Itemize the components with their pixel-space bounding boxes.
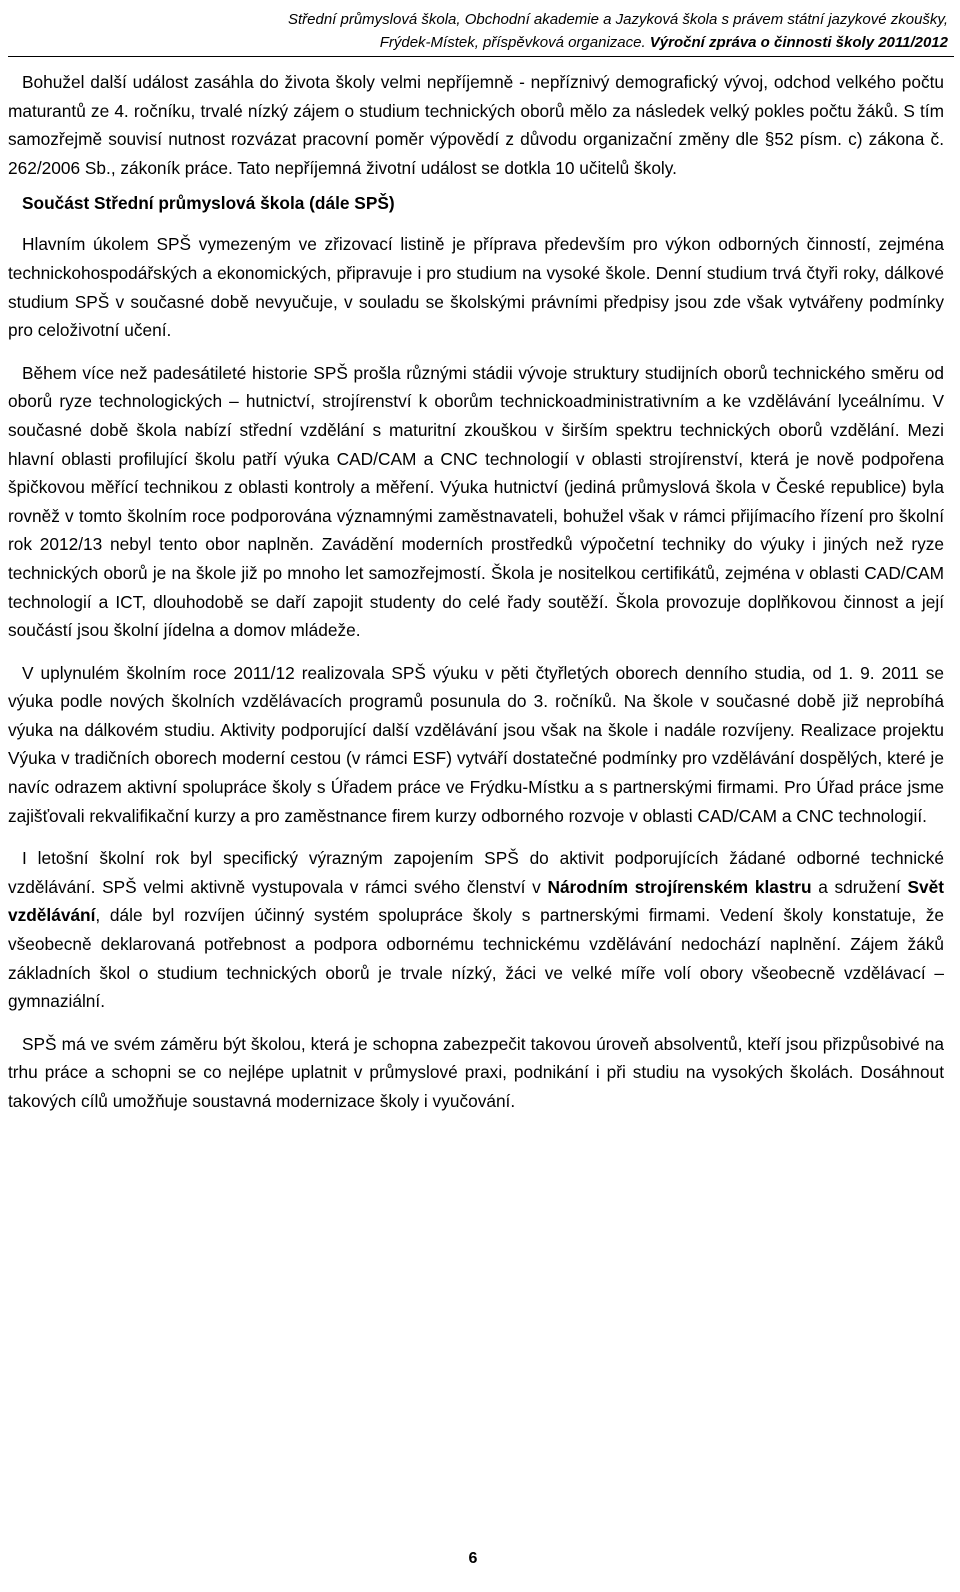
p5-association-name: Svět vzdělávání: [8, 876, 944, 926]
section-heading: Součást Střední průmyslová škola (dále SPŠ): [22, 193, 395, 214]
p5-text-a: I letošní školní rok byl specifický výrazným zapojením SPŠ do aktivit podporujících žádané odborné technické vzdělávání. SPŠ velmi aktivně vystupovala v rámci svého členství v: [8, 848, 944, 897]
paragraph-goals: SPŠ má ve svém záměru být školou, která je schopna zabezpečit takovou úroveň absolventů, kteří jsou přizpůsobivé na trhu práce a schopni se co nejlépe uplatnit v průmyslové praxi, podnikání i při studiu na vysokých školách. Dosáhnout takových cílů umožňuje soustavná modernizace školy i vyučování.: [8, 1033, 944, 1111]
header-organization: Frýdek-Místek, příspěvková organizace.: [379, 34, 650, 51]
header-rule: [8, 56, 954, 57]
running-header: [18, 8, 948, 54]
paragraph-history: Během více než padesátileté historie SPŠ prošla různými stádii vývoje struktury studijních oborů technického směru od oborů ryze technologických – hutnictví, strojírenství k oborům technickoadministrativním a ke vzdělávání lyceálnímu. V současné době škola nabízí střední vzdělání s maturitní zkouškou v širším spektru technických oborů vzdělání. Mezi hlavní oblasti profilující školu patří výuka CAD/CAM a CNC technologií v oblasti strojírenství, která je nově podpořena špičkovou měřící technikou z oblasti kontroly a měření. Výuka hutnictví (jediná průmyslová škola v České republice) byla rovněž v tomto školním roce podporována významnými zaměstnavateli, bohužel však v rámci přijímacího řízení pro školní rok 2012/13 nebyl tento obor naplněn. Zavádění moderních prostředků výpočetní techniky do výuky i jiných než ryze technických oborů je na škole již po mnoho let samozřejmostí. Škola je nositelkou certifikátů, zejména v oblasti CAD/CAM technologií a ICT, dlouhodobě se daří zapojit studenty do celé řady soutěží. Škola provozuje doplňkovou činnost a její součástí jsou školní jídelna a domov mládeže.: [8, 362, 944, 641]
paragraph-school-year: V uplynulém školním roce 2011/12 realizovala SPŠ výuku v pěti čtyřletých oborech denního studia, od 1. 9. 2011 se výuka podle nových školních vzdělávacích programů posunula do 3. ročníků. Na škole v současné době již neprobíhá výuka na dálkovém studiu. Aktivity podporující další vzdělávání jsou však na škole i nadále rozvíjeny. Realizace projektu Výuka v tradičních oborech moderní cestou (v rámci ESF) vytváří dostatečné podmínky pro vzdělávání dospělých, které je navíc odrazem aktivní spolupráce školy s Úřadem práce ve Frýdku-Místku a s partnerskými firmami. Pro Úřad práce jsme zajišťovali rekvalifikační kurzy a pro zaměstnance firem kurzy odborného rozvoje v oblasti CAD/CAM a CNC technologií.: [8, 662, 944, 826]
main-content: [8, 68, 944, 1116]
header-line-2: [18, 31, 948, 54]
p5-text-d: , dále byl rozvíjen účinný systém spolupráce školy s partnerskými firmami. Vedení školy konstatuje, že všeobecně deklarovaná potřebnost a podpora odbornému technickému vzdělávání nedochází naplnění. Zájem žáků základních škol o studium technických oborů je trvale nízký, žáci ve velké míře volí obory všeobecně vzdělávací – gymnaziální.: [8, 905, 944, 1012]
p5-text-c: a sdružení: [811, 876, 908, 897]
paragraph-technical-education: [8, 844, 944, 1016]
paragraph-main-task: Hlavním úkolem SPŠ vymezeným ve zřizovací listině je příprava především pro výkon odborných činností, zejména technickohospodářských a ekonomických, připravuje i pro studium na vysoké škole. Denní studium trvá čtyři roky, dálkové studium SPŠ v současné době nevyučuje, v souladu se školskými právními předpisy jsou zde však vytvářeny podmínky pro celoživotní učení.: [8, 234, 944, 341]
p5-cluster-name: Národním strojírenském klastru: [547, 876, 812, 897]
paragraph-demographic: Bohužel další událost zasáhla do života školy velmi nepříjemně - nepříznivý demografický vývoj, odchod velkého počtu maturantů ze 4. ročníku, trvalé nízký zájem o studium technických oborů mělo za následek velký pokles počtu žáků. S tím samozřejmě souvisí nutnost rozvázat pracovní poměr výpovědí z důvodu organizační změny dle §52 písm. c) zákona č. 262/2006 Sb., zákoník práce. Tato nepříjemná životní událost se dotkla 10 učitelů školy.: [8, 72, 944, 178]
header-line-1: Střední průmyslová škola, Obchodní akademie a Jazyková škola s právem státní jazykové zkoušky,: [287, 11, 948, 28]
page-number: 6: [468, 1550, 478, 1567]
header-report-title: Výroční zpráva o činnosti školy 2011/2012: [649, 34, 948, 51]
